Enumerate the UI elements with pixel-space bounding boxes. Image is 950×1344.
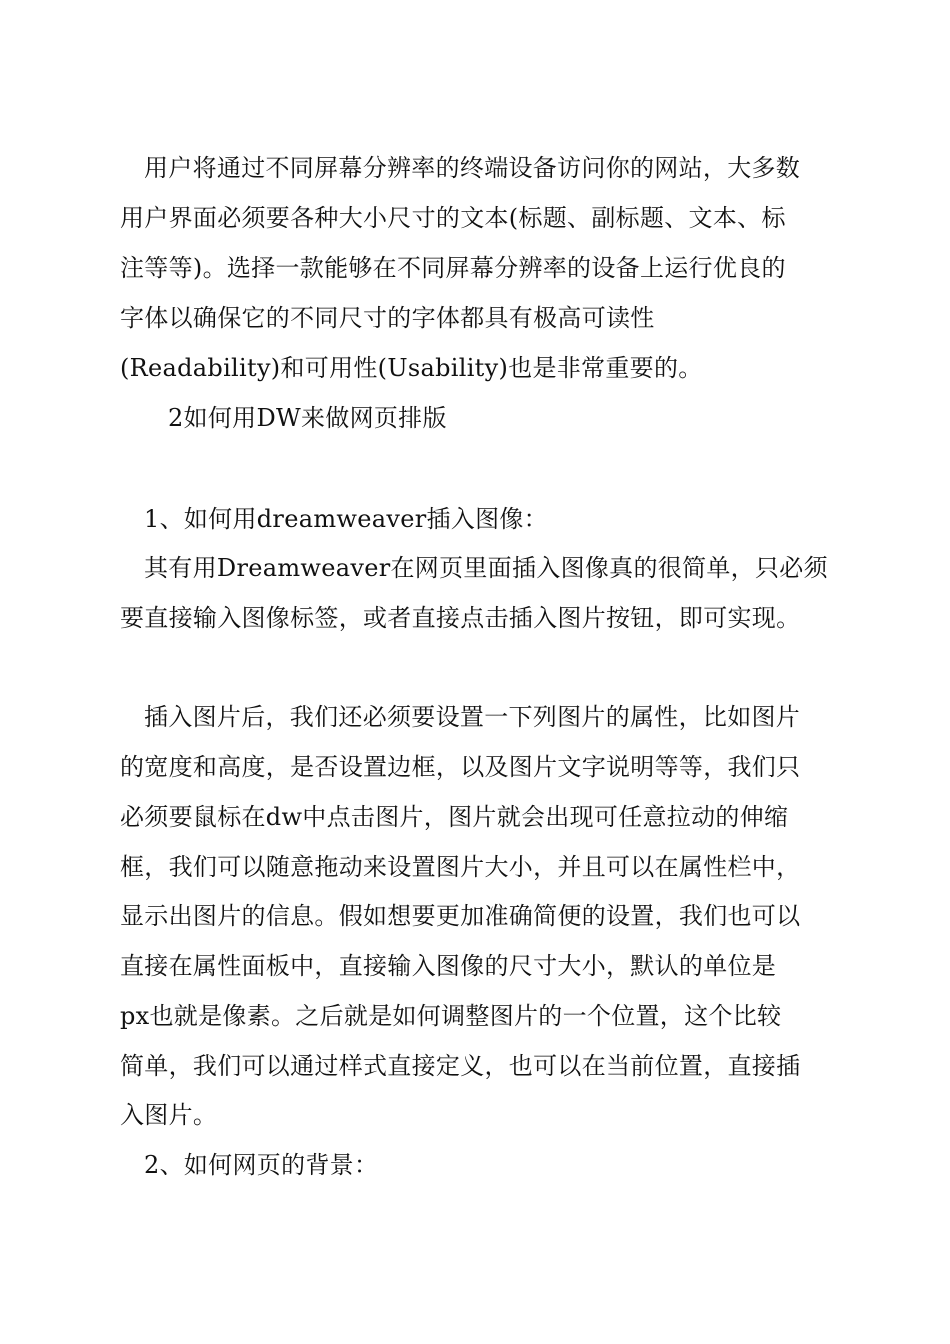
subheading-insert-image: 1、如何用dreamweaver插入图像： [144,505,548,533]
text-line: 的宽度和高度，是否设置边框，以及图片文字说明等等，我们只 [120,753,801,781]
text-line: 直接在属性面板中，直接输入图像的尺寸大小，默认的单位是 [120,952,777,980]
text-line: 注等等)。选择一款能够在不同屏幕分辨率的设备上运行优良的 [120,254,786,282]
text-line: px也就是像素。之后就是如何调整图片的一个位置，这个比较 [120,1002,782,1030]
text-line: 用户将通过不同屏幕分辨率的终端设备访问你的网站，大多数 [144,154,801,182]
text-line: 框，我们可以随意拖动来设置图片大小，并且可以在属性栏中， [120,853,801,881]
text-line: 用户界面必须要各种大小尺寸的文本(标题、副标题、文本、标 [120,204,786,232]
text-line: 必须要鼠标在dw中点击图片，图片就会出现可任意拉动的伸缩 [120,803,789,831]
section-heading: 2如何用DW来做网页排版 [168,404,447,432]
text-line: 字体以确保它的不同尺寸的字体都具有极高可读性 [120,304,655,332]
text-line: 插入图片后，我们还必须要设置一下列图片的属性，比如图片 [144,703,801,731]
text-line: 显示出图片的信息。假如想要更加准确简便的设置，我们也可以 [120,902,801,930]
text-line: 入图片。 [120,1101,218,1129]
subheading-background: 2、如何网页的背景： [144,1151,379,1179]
text-line: 其有用Dreamweaver在网页里面插入图像真的很简单，只必须 [144,554,828,582]
text-line: 简单，我们可以通过样式直接定义，也可以在当前位置，直接插 [120,1052,801,1080]
text-line: (Readability)和可用性(Usability)也是非常重要的。 [120,354,703,382]
text-line: 要直接输入图像标签，或者直接点击插入图片按钮，即可实现。 [120,604,801,632]
